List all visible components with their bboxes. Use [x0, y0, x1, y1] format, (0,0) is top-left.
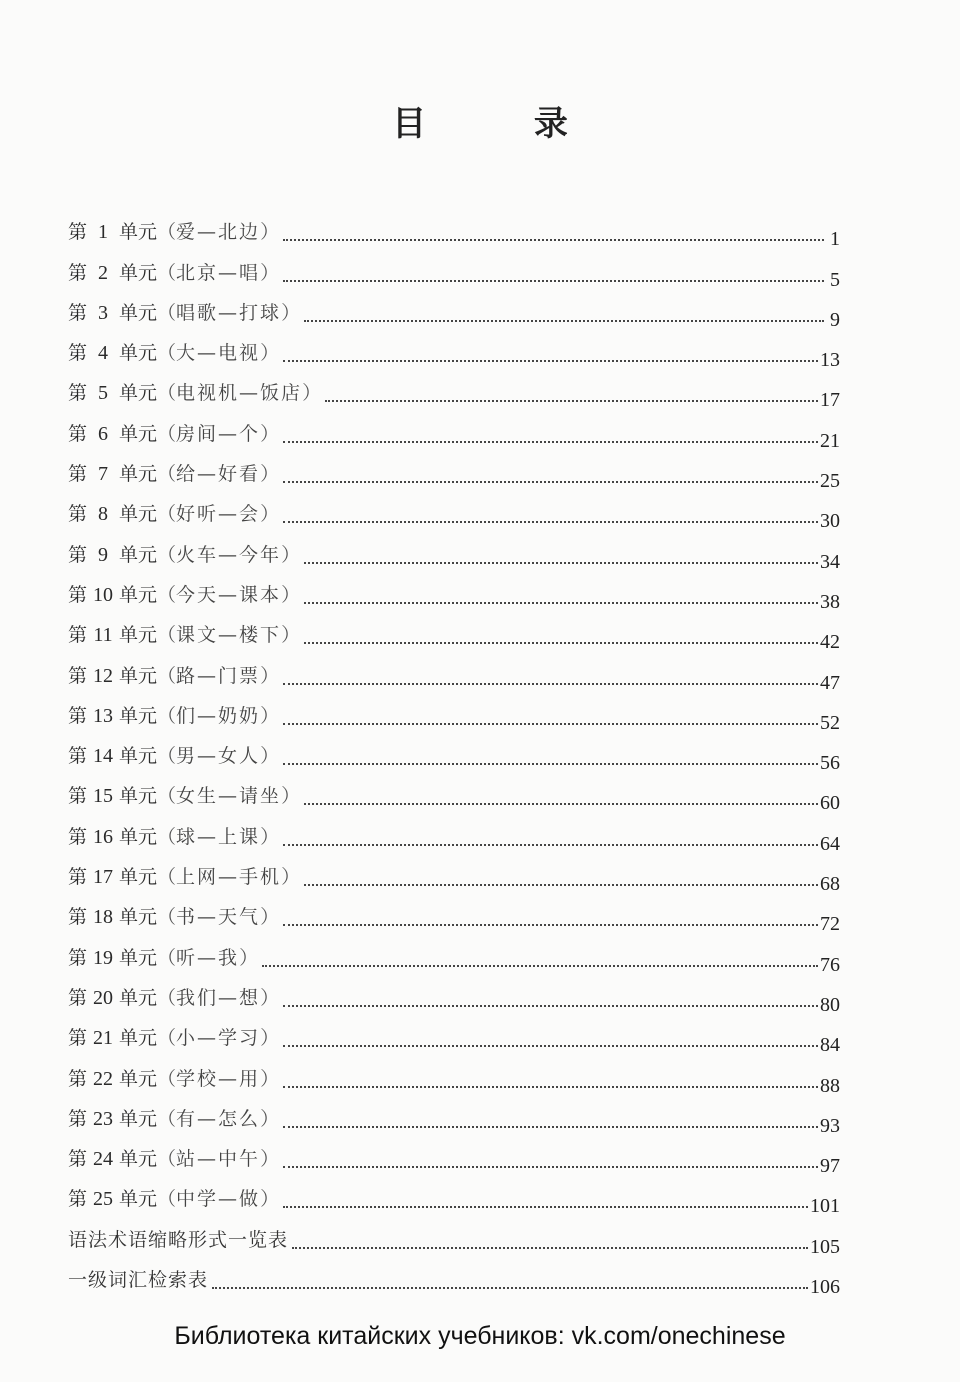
table-of-contents — [68, 213, 840, 1301]
page-number: 5 — [830, 268, 840, 291]
toc-entry-label — [68, 260, 279, 294]
unit-prefix: 第 — [68, 906, 88, 929]
dot-leader — [283, 440, 818, 443]
page-number: 72 — [820, 913, 840, 936]
unit-range: 给—好看 — [176, 463, 261, 486]
open-paren: （ — [157, 946, 177, 969]
close-paren: ） — [260, 1148, 280, 1171]
unit-suffix: 单元 — [119, 624, 158, 647]
open-paren: （ — [157, 382, 177, 405]
unit-suffix: 单元 — [119, 745, 158, 768]
unit-prefix: 第 — [68, 503, 88, 526]
open-paren: （ — [157, 624, 177, 647]
close-paren: ） — [260, 1027, 280, 1050]
unit-prefix: 第 — [68, 422, 88, 445]
unit-suffix: 单元 — [119, 463, 158, 486]
page-number: 30 — [820, 510, 840, 533]
close-paren: ） — [281, 543, 301, 566]
close-paren: ） — [260, 1107, 280, 1130]
unit-suffix: 单元 — [119, 664, 158, 687]
unit-number: 14 — [93, 745, 114, 768]
dot-leader — [292, 1246, 808, 1249]
open-paren: （ — [157, 745, 177, 768]
dot-leader — [304, 802, 818, 805]
unit-number: 12 — [93, 664, 114, 687]
dot-leader — [283, 238, 824, 241]
unit-range: 女生—请坐 — [176, 785, 282, 808]
toc-entry[interactable] — [68, 213, 840, 253]
unit-range: 爱—北边 — [176, 221, 261, 244]
page-number: 88 — [820, 1074, 840, 1097]
toc-entry-label — [68, 380, 321, 414]
unit-range: 火车—今年 — [176, 543, 282, 566]
unit-number: 23 — [93, 1107, 114, 1130]
dot-leader — [304, 641, 818, 644]
unit-number: 3 — [98, 301, 109, 324]
page-number: 34 — [820, 550, 840, 573]
unit-prefix: 第 — [68, 261, 88, 284]
toc-entry-label — [68, 300, 300, 334]
unit-suffix: 单元 — [119, 583, 158, 606]
unit-prefix: 第 — [68, 1027, 88, 1050]
unit-number: 11 — [93, 624, 113, 647]
dot-leader — [283, 722, 818, 725]
toc-entry-label — [68, 1186, 279, 1220]
page-number: 68 — [820, 873, 840, 896]
close-paren: ） — [260, 704, 280, 727]
close-paren: ） — [260, 342, 280, 365]
open-paren: （ — [157, 261, 177, 284]
dot-leader — [283, 279, 824, 282]
close-paren: ） — [260, 906, 280, 929]
toc-entry[interactable] — [68, 656, 840, 696]
unit-range: 大—电视 — [176, 342, 261, 365]
toc-entry[interactable] — [68, 817, 840, 857]
page-number: 13 — [820, 349, 840, 372]
page-number: 1 — [830, 228, 840, 251]
unit-prefix: 第 — [68, 1107, 88, 1130]
toc-entry[interactable] — [68, 858, 840, 898]
dot-leader — [304, 319, 824, 322]
unit-suffix: 单元 — [119, 261, 158, 284]
unit-suffix: 单元 — [119, 1067, 158, 1090]
dot-leader — [304, 561, 818, 564]
open-paren: （ — [157, 704, 177, 727]
unit-range: 电视机—饭店 — [176, 382, 303, 405]
unit-suffix: 单元 — [119, 221, 158, 244]
page-number: 9 — [830, 308, 840, 331]
unit-prefix: 第 — [68, 664, 88, 687]
dot-leader — [283, 1004, 818, 1007]
unit-prefix: 第 — [68, 986, 88, 1009]
unit-suffix: 单元 — [119, 1027, 158, 1050]
page-number: 52 — [820, 711, 840, 734]
unit-number: 20 — [93, 986, 114, 1009]
unit-range: 课文—楼下 — [176, 624, 282, 647]
open-paren: （ — [157, 543, 177, 566]
open-paren: （ — [157, 503, 177, 526]
toc-entry-label — [68, 501, 279, 535]
unit-prefix: 第 — [68, 866, 88, 889]
unit-prefix: 第 — [68, 624, 88, 647]
open-paren: （ — [157, 986, 177, 1009]
page-number: 101 — [810, 1195, 840, 1218]
toc-entry[interactable] — [68, 414, 840, 454]
unit-suffix: 单元 — [119, 1148, 158, 1171]
unit-number: 13 — [93, 704, 114, 727]
open-paren: （ — [157, 1107, 177, 1130]
toc-entry[interactable] — [68, 1019, 840, 1059]
toc-entry-label — [68, 542, 300, 576]
unit-number: 19 — [93, 946, 114, 969]
unit-suffix: 单元 — [119, 503, 158, 526]
unit-range: 男—女人 — [176, 745, 261, 768]
close-paren: ） — [281, 583, 301, 606]
appendix-label: 一级词汇检索表 — [68, 1269, 209, 1292]
unit-number: 10 — [93, 583, 114, 606]
toc-entry-label — [68, 582, 300, 616]
toc-entry[interactable] — [68, 334, 840, 374]
unit-prefix: 第 — [68, 463, 88, 486]
page-number: 93 — [820, 1114, 840, 1137]
unit-prefix: 第 — [68, 1188, 88, 1211]
toc-entry[interactable] — [68, 535, 840, 575]
toc-entry[interactable] — [68, 898, 840, 938]
unit-suffix: 单元 — [119, 1188, 158, 1211]
unit-range: 好听—会 — [176, 503, 261, 526]
page-number: 76 — [820, 953, 840, 976]
unit-prefix: 第 — [68, 785, 88, 808]
toc-entry-label — [68, 1146, 279, 1180]
dot-leader — [283, 1205, 808, 1208]
toc-entry[interactable] — [68, 576, 840, 616]
open-paren: （ — [157, 583, 177, 606]
close-paren: ） — [239, 946, 259, 969]
appendix-label: 语法术语缩略形式一览表 — [68, 1228, 289, 1251]
toc-entry[interactable] — [68, 294, 840, 334]
unit-suffix: 单元 — [119, 825, 158, 848]
dot-leader — [283, 1165, 818, 1168]
unit-suffix: 单元 — [119, 866, 158, 889]
toc-entry-label — [68, 219, 279, 253]
toc-entry[interactable] — [68, 777, 840, 817]
unit-number: 9 — [98, 543, 109, 566]
unit-prefix: 第 — [68, 543, 88, 566]
toc-entry-label — [68, 783, 300, 817]
toc-entry-label — [68, 663, 279, 697]
unit-number: 4 — [98, 342, 109, 365]
toc-entry[interactable] — [68, 938, 840, 978]
close-paren: ） — [260, 1188, 280, 1211]
unit-prefix: 第 — [68, 382, 88, 405]
footer-watermark: Библиотека китайских учебников: vk.com/onechinese — [174, 1322, 786, 1350]
open-paren: （ — [157, 825, 177, 848]
close-paren: ） — [260, 422, 280, 445]
toc-entry[interactable] — [68, 495, 840, 535]
dot-leader — [283, 480, 818, 483]
unit-range: 球—上课 — [176, 825, 261, 848]
unit-range: 小—学习 — [176, 1027, 261, 1050]
unit-suffix: 单元 — [119, 906, 158, 929]
dot-leader — [283, 1044, 818, 1047]
dot-leader — [283, 923, 818, 926]
unit-range: 上网—手机 — [176, 866, 282, 889]
unit-number: 21 — [93, 1027, 114, 1050]
unit-suffix: 单元 — [119, 785, 158, 808]
unit-suffix: 单元 — [119, 422, 158, 445]
toc-entry-label — [68, 945, 258, 979]
dot-leader — [283, 1125, 818, 1128]
dot-leader — [304, 883, 818, 886]
unit-suffix: 单元 — [119, 704, 158, 727]
close-paren: ） — [260, 463, 280, 486]
toc-entry[interactable] — [68, 253, 840, 293]
open-paren: （ — [157, 866, 177, 889]
unit-range: 房间—个 — [176, 422, 261, 445]
unit-number: 24 — [93, 1148, 114, 1171]
close-paren: ） — [260, 986, 280, 1009]
page-number: 97 — [820, 1155, 840, 1178]
unit-number: 15 — [93, 785, 114, 808]
unit-range: 唱歌—打球 — [176, 301, 282, 324]
unit-number: 1 — [98, 221, 109, 244]
open-paren: （ — [157, 1188, 177, 1211]
unit-number: 5 — [98, 382, 109, 405]
open-paren: （ — [157, 1148, 177, 1171]
unit-range: 听—我 — [176, 946, 240, 969]
open-paren: （ — [157, 301, 177, 324]
unit-range: 学校—用 — [176, 1067, 261, 1090]
unit-number: 18 — [93, 906, 114, 929]
unit-range: 路—门票 — [176, 664, 261, 687]
open-paren: （ — [157, 785, 177, 808]
unit-range: 北京—唱 — [176, 261, 261, 284]
unit-range: 们—奶奶 — [176, 704, 261, 727]
dot-leader — [283, 359, 818, 362]
dot-leader — [325, 399, 818, 402]
toc-entry-label — [68, 904, 279, 938]
open-paren: （ — [157, 664, 177, 687]
close-paren: ） — [281, 785, 301, 808]
dot-leader — [262, 964, 818, 967]
unit-prefix: 第 — [68, 1148, 88, 1171]
page-number: 60 — [820, 792, 840, 815]
unit-suffix: 单元 — [119, 1107, 158, 1130]
unit-number: 7 — [98, 463, 109, 486]
toc-entry-label — [68, 743, 279, 777]
toc-entry-label — [68, 622, 300, 656]
page-number: 64 — [820, 832, 840, 855]
unit-number: 22 — [93, 1067, 114, 1090]
unit-prefix: 第 — [68, 342, 88, 365]
dot-leader — [283, 682, 818, 685]
page-number: 106 — [810, 1276, 840, 1299]
page-number: 21 — [820, 429, 840, 452]
close-paren: ） — [260, 503, 280, 526]
page-number: 105 — [810, 1235, 840, 1258]
unit-number: 16 — [93, 825, 114, 848]
toc-entry[interactable] — [68, 1140, 840, 1180]
dot-leader — [304, 601, 818, 604]
dot-leader — [212, 1286, 808, 1289]
toc-entry[interactable] — [68, 697, 840, 737]
toc-entry-label — [68, 703, 279, 737]
unit-range: 有—怎么 — [176, 1107, 261, 1130]
unit-suffix: 单元 — [119, 543, 158, 566]
unit-prefix: 第 — [68, 301, 88, 324]
unit-range: 今天—课本 — [176, 583, 282, 606]
unit-suffix: 单元 — [119, 986, 158, 1009]
dot-leader — [283, 843, 818, 846]
open-paren: （ — [157, 342, 177, 365]
unit-prefix: 第 — [68, 825, 88, 848]
unit-number: 6 — [98, 422, 109, 445]
toc-entry[interactable] — [68, 455, 840, 495]
unit-suffix: 单元 — [119, 946, 158, 969]
toc-entry-label — [68, 461, 279, 495]
unit-suffix: 单元 — [119, 301, 158, 324]
unit-number: 25 — [93, 1188, 114, 1211]
unit-range: 站—中午 — [176, 1148, 261, 1171]
unit-range: 我们—想 — [176, 986, 261, 1009]
unit-prefix: 第 — [68, 1067, 88, 1090]
toc-entry-label — [68, 1106, 279, 1140]
close-paren: ） — [281, 866, 301, 889]
page-number: 17 — [820, 389, 840, 412]
close-paren: ） — [281, 301, 301, 324]
unit-prefix: 第 — [68, 745, 88, 768]
toc-entry-label — [68, 985, 279, 1019]
close-paren: ） — [260, 745, 280, 768]
unit-range: 中学—做 — [176, 1188, 261, 1211]
page-number: 84 — [820, 1034, 840, 1057]
close-paren: ） — [260, 221, 280, 244]
toc-entry[interactable] — [68, 374, 840, 414]
toc-entry-label — [68, 824, 279, 858]
toc-entry[interactable] — [68, 1180, 840, 1220]
unit-number: 8 — [98, 503, 109, 526]
open-paren: （ — [157, 906, 177, 929]
page-number: 47 — [820, 671, 840, 694]
close-paren: ） — [260, 1067, 280, 1090]
toc-entry-label — [68, 340, 279, 374]
toc-entry[interactable] — [68, 979, 840, 1019]
toc-entry[interactable] — [68, 737, 840, 777]
close-paren: ） — [260, 664, 280, 687]
open-paren: （ — [157, 463, 177, 486]
page-number: 80 — [820, 993, 840, 1016]
toc-entry-label — [68, 1066, 279, 1100]
close-paren: ） — [260, 261, 280, 284]
open-paren: （ — [157, 1067, 177, 1090]
page-number: 56 — [820, 752, 840, 775]
unit-range: 书—天气 — [176, 906, 261, 929]
close-paren: ） — [260, 825, 280, 848]
open-paren: （ — [157, 1027, 177, 1050]
page-number: 25 — [820, 470, 840, 493]
toc-appendix-entry[interactable] — [68, 1261, 840, 1301]
open-paren: （ — [157, 422, 177, 445]
unit-prefix: 第 — [68, 946, 88, 969]
toc-entry-label — [68, 1025, 279, 1059]
page-number: 38 — [820, 590, 840, 613]
toc-entry[interactable] — [68, 1059, 840, 1099]
unit-number: 17 — [93, 866, 114, 889]
toc-entry-label — [68, 421, 279, 455]
dot-leader — [283, 762, 818, 765]
toc-appendix-entry[interactable] — [68, 1220, 840, 1260]
open-paren: （ — [157, 221, 177, 244]
close-paren: ） — [281, 624, 301, 647]
toc-entry[interactable] — [68, 616, 840, 656]
page-number: 42 — [820, 631, 840, 654]
page-title: 目 录 — [392, 104, 616, 144]
close-paren: ） — [302, 382, 322, 405]
unit-number: 2 — [98, 261, 109, 284]
unit-prefix: 第 — [68, 583, 88, 606]
dot-leader — [283, 1085, 818, 1088]
unit-suffix: 单元 — [119, 342, 158, 365]
toc-entry[interactable] — [68, 1100, 840, 1140]
toc-entry-label — [68, 864, 300, 898]
unit-prefix: 第 — [68, 704, 88, 727]
unit-prefix: 第 — [68, 221, 88, 244]
dot-leader — [283, 520, 818, 523]
unit-suffix: 单元 — [119, 382, 158, 405]
